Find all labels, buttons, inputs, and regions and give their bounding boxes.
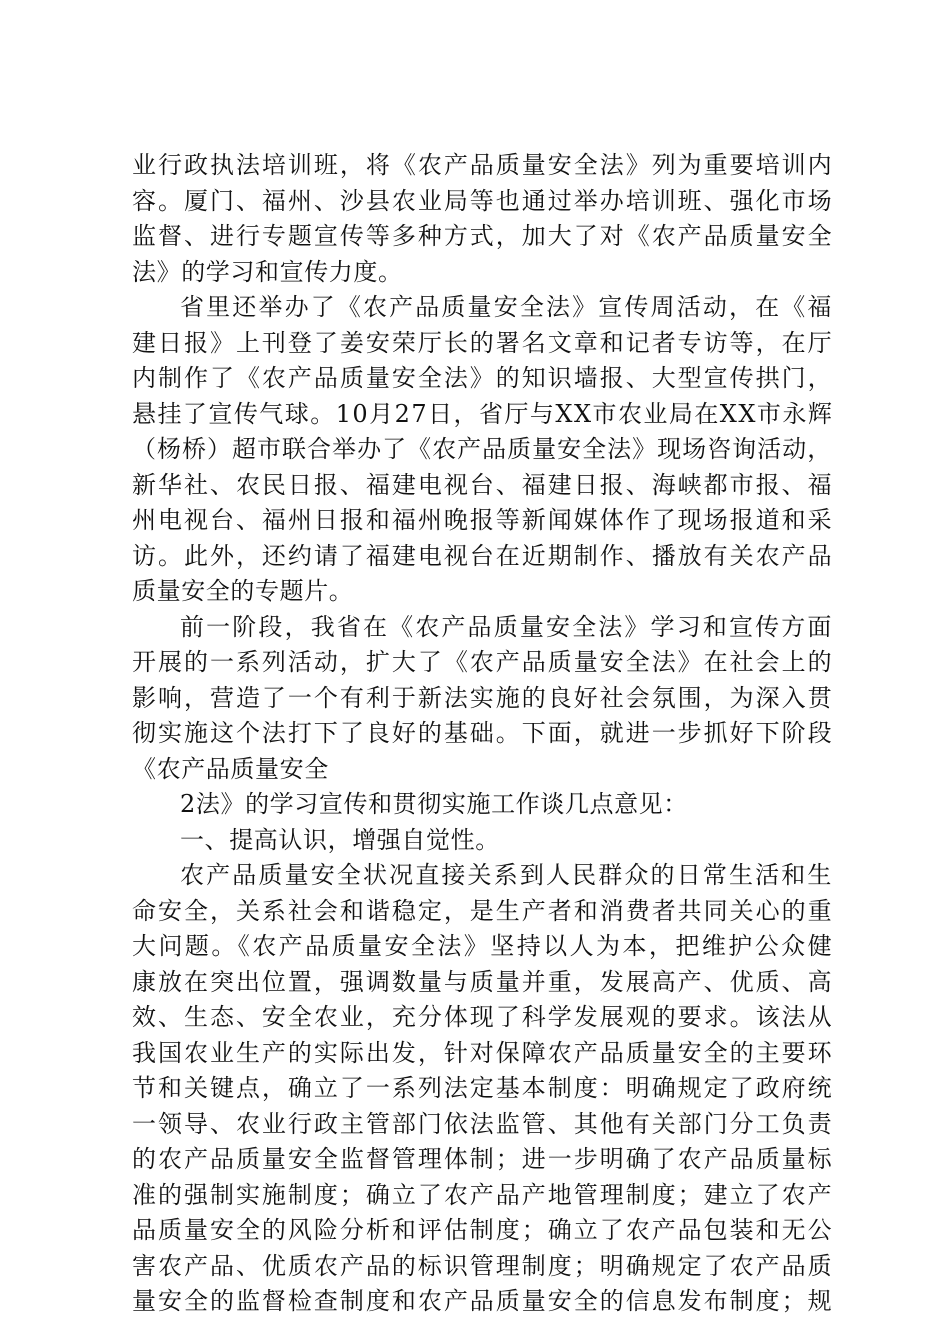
text-line: 我国农业生产的实际出发，针对保障农产品质量安全的主要环	[132, 1038, 834, 1067]
text-line: 效、生态、安全农业，充分体现了科学发展观的要求。该法从	[132, 1003, 834, 1031]
text-line: 农产品质量安全状况直接关系到人民群众的日常生活和生	[180, 861, 834, 889]
text-line: 省里还举办了《农产品质量安全法》宣传周活动，在《福	[180, 293, 834, 321]
text-line: 品质量安全的风险分析和评估制度；确立了农产品包装和无公	[132, 1216, 834, 1244]
text-line: 内制作了《农产品质量安全法》的知识墙报、大型宣传拱门，	[132, 364, 834, 392]
text-line: 的农产品质量安全监督管理体制；进一步明确了农产品质量标	[132, 1145, 834, 1173]
text-line: 前一阶段，我省在《农产品质量安全法》学习和宣传方面	[180, 612, 834, 641]
text-line: 新华社、农民日报、福建电视台、福建日报、海峡都市报、福	[132, 470, 834, 499]
text-line: 监督、进行专题宣传等多种方式，加大了对《农产品质量安全	[132, 222, 834, 250]
text-line: 节和关键点，确立了一系列法定基本制度：明确规定了政府统	[132, 1074, 834, 1102]
text-line: 命安全，关系社会和谐稳定，是生产者和消费者共同关心的重	[132, 896, 834, 925]
text-line: 害农产品、优质农产品的标识管理制度；明确规定了农产品质	[132, 1251, 834, 1280]
text-line: 影响，营造了一个有利于新法实施的良好社会氛围，为深入贯	[132, 683, 834, 712]
text-line: 彻实施这个法打下了良好的基础。下面，就进一步抓好下阶段	[132, 719, 834, 747]
text-line: 州电视台、福州日报和福州晚报等新闻媒体作了现场报道和采	[132, 506, 834, 534]
text-line: 一、提高认识，增强自觉性。	[180, 825, 500, 854]
text-line: 量安全的监督检查制度和农产品质量安全的信息发布制度；规	[132, 1287, 834, 1315]
text-line: 容。厦门、福州、沙县农业局等也通过举办培训班、强化市场	[132, 186, 834, 215]
text-line: 康放在突出位置，强调数量与质量并重，发展高产、优质、高	[132, 967, 834, 996]
text-line: 开展的一系列活动，扩大了《农产品质量安全法》在社会上的	[132, 648, 834, 676]
text-line: 《农产品质量安全	[132, 754, 329, 783]
text-line: 一领导、农业行政主管部门依法监管、其他有关部门分工负责	[132, 1109, 834, 1138]
text-line: （杨桥）超市联合举办了《农产品质量安全法》现场咨询活动，	[132, 435, 833, 463]
text-line: 悬挂了宣传气球。10月27日，省厅与XX市农业局在XX市永辉	[132, 399, 834, 428]
text-line: 访。此外，还约请了福建电视台在近期制作、播放有关农产品	[132, 541, 834, 570]
document-body	[132, 148, 835, 1320]
text-line: 建日报》上刊登了姜安荣厅长的署名文章和记者专访等，在厅	[132, 328, 834, 357]
text-line: 2法》的学习宣传和贯彻实施工作谈几点意见：	[180, 790, 688, 818]
text-line: 质量安全的专题片。	[132, 577, 354, 605]
text-line: 业行政执法培训班，将《农产品质量安全法》列为重要培训内	[132, 151, 834, 179]
text-line: 准的强制实施制度；确立了农产品产地管理制度；建立了农产	[132, 1180, 834, 1209]
text-line: 法》的学习和宣传力度。	[132, 257, 403, 286]
text-line: 大问题。《农产品质量安全法》坚持以人为本，把维护公众健	[132, 932, 835, 960]
